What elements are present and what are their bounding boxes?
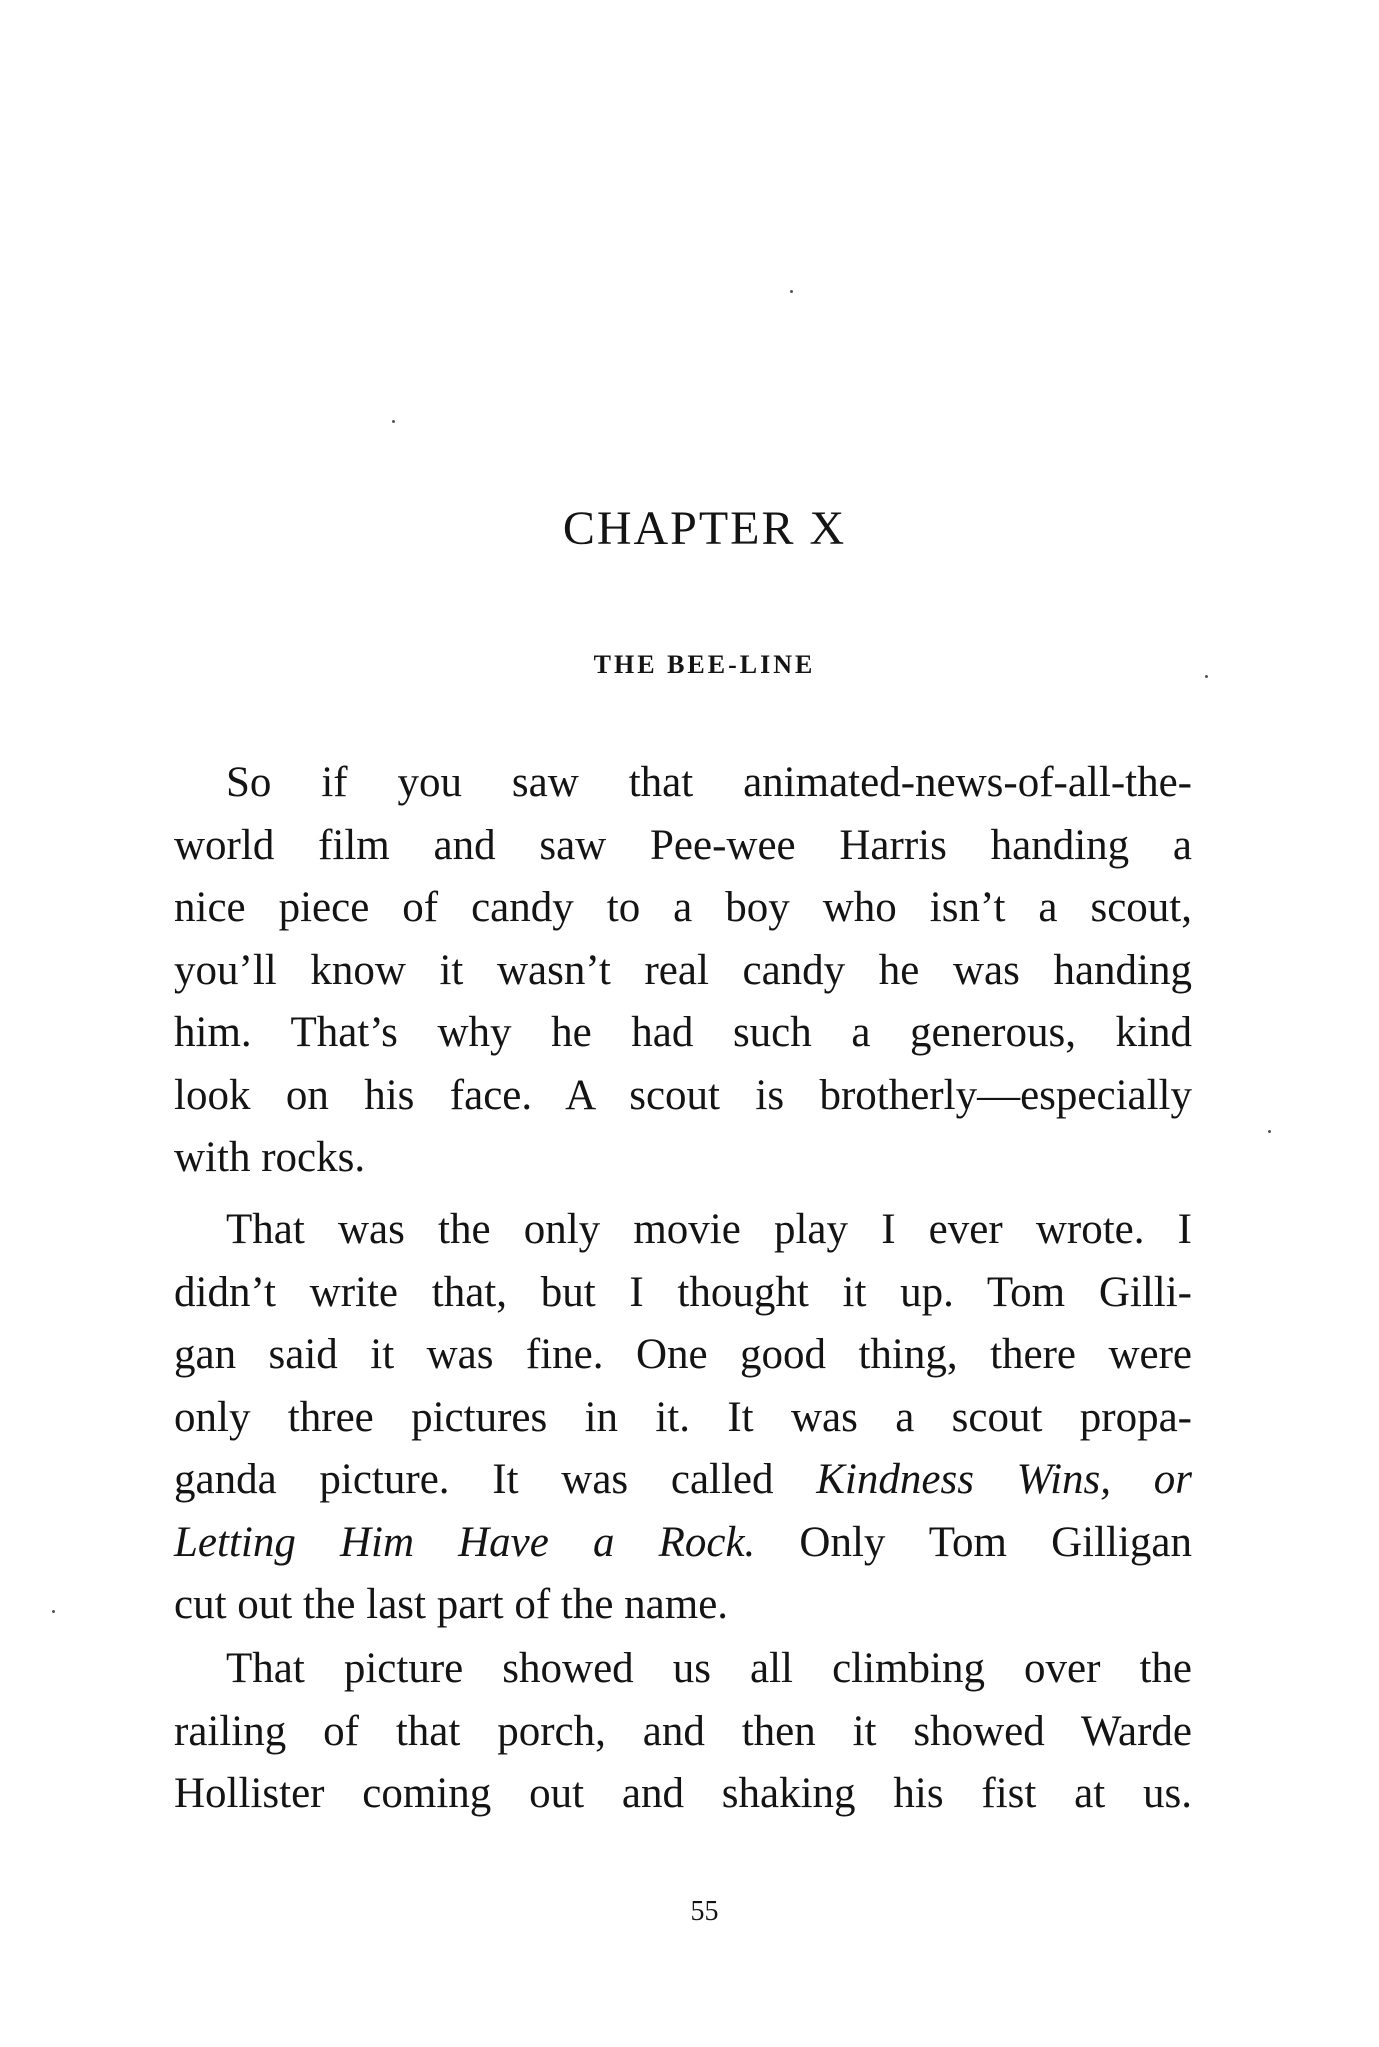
text-line: gan said it was fine. One good thing, there were: [174, 1331, 1192, 1378]
scan-speck: [52, 1610, 55, 1613]
chapter-heading: CHAPTER X: [562, 502, 847, 555]
text-line: Hollister coming out and shaking his fist at us.: [174, 1770, 1192, 1817]
text-line: only three pictures in it. It was a scout propa-: [174, 1393, 1192, 1441]
text-fragment: ganda picture. It was called: [174, 1456, 774, 1503]
text-line: him. That’s why he had such a generous, kind: [174, 1009, 1192, 1056]
book-title-italic: Kindness Wins, or: [816, 1456, 1193, 1503]
text-line: look on his face. A scout is brotherly—especially: [174, 1071, 1192, 1119]
text-line: That was the only movie play I ever wrote. I: [226, 1206, 1192, 1253]
text-line: with rocks.: [174, 1134, 366, 1181]
text-line: cut out the last part of the name.: [174, 1581, 729, 1628]
text-line: didn’t write that, but I thought it up. Tom Gilli-: [174, 1268, 1192, 1316]
scan-speck: [1268, 1130, 1271, 1133]
paragraph-3: [174, 1638, 1192, 1826]
text-line: That picture showed us all climbing over the: [226, 1645, 1192, 1692]
scan-speck: [790, 290, 793, 293]
text-line: nice piece of candy to a boy who isn’t a scout,: [174, 884, 1192, 931]
text-line: So if you saw that animated-news-of-all-the-: [226, 759, 1192, 806]
scan-speck: [392, 420, 395, 423]
text-line: you’ll know it wasn’t real candy he was handing: [174, 946, 1192, 994]
chapter-subtitle: THE BEE-LINE: [593, 650, 816, 679]
text-line: railing of that porch, and then it showed Warde: [174, 1707, 1192, 1755]
book-title-italic: Letting Him Have a Rock.: [174, 1518, 756, 1566]
text-line: [174, 1449, 1192, 1512]
paragraph-1: [174, 752, 1192, 1190]
paragraph-2: [174, 1199, 1192, 1637]
text-line: world film and saw Pee-wee Harris handing a: [174, 821, 1192, 869]
text-fragment: Only Tom Gilligan: [799, 1518, 1193, 1566]
text-line: [174, 1512, 1192, 1575]
page-number: 55: [690, 1896, 719, 1927]
